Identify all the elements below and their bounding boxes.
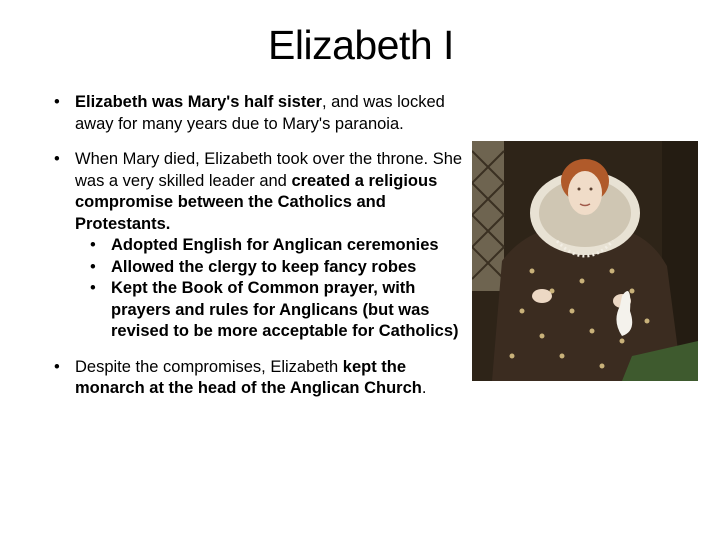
sub-bullet-dot: • <box>90 236 96 254</box>
bullet-2-bold: created a religious compromise between the Catholics and Protestants. <box>75 171 438 233</box>
sub-bullet-3-text: Kept the Book of Common prayer, with prayers and rules for Anglicans (but was revised to be more acceptable for Catholics) <box>111 279 459 340</box>
sub-bullet-dot: • <box>90 279 96 297</box>
bullet-dot: • <box>54 93 60 111</box>
slide-title: Elizabeth I <box>268 22 454 68</box>
bullet-dot: • <box>54 357 60 376</box>
bullet-2 <box>54 149 474 235</box>
bullet-3 <box>54 357 474 400</box>
sub-bullet-1-text: Adopted English for Anglican ceremonies <box>111 236 439 254</box>
sub-bullet-1 <box>74 235 474 257</box>
sub-bullet-2-text: Allowed the clergy to keep fancy robes <box>111 257 417 276</box>
sub-bullet-dot: • <box>90 257 96 276</box>
bullet-1-text: , and was locked away for many years due to Mary's paranoia. <box>75 93 445 133</box>
bullet-3-period: . <box>421 379 427 397</box>
elizabeth-portrait-image <box>472 141 698 381</box>
bullet-dot: • <box>54 150 60 168</box>
bullet-2-text: When Mary died, Elizabeth took over the throne. She was a very skilled leader and <box>75 150 463 190</box>
bullet-1-bold: Elizabeth was Mary's half sister <box>75 93 322 111</box>
sub-bullet-3 <box>74 278 474 343</box>
sub-bullet-2 <box>74 257 474 279</box>
bullet-3-bold: kept the monarch at the head of the Anglican Church <box>75 357 422 397</box>
bullet-3-text: Despite the compromises, Elizabeth <box>75 357 343 376</box>
bullet-1 <box>54 92 474 135</box>
slide-body <box>54 92 474 414</box>
